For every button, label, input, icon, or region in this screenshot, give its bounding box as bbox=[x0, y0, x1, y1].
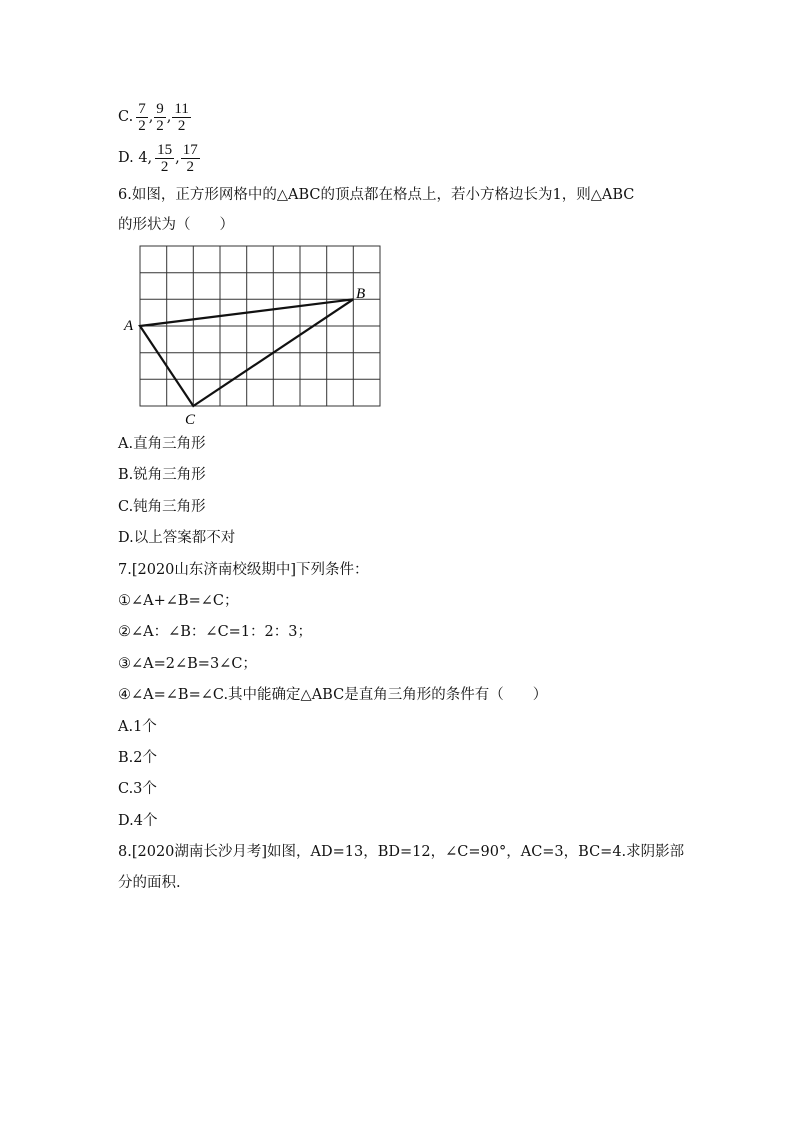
fraction: $\frac{15}{2}$ bbox=[157, 141, 173, 175]
vertex-label-a: A bbox=[124, 318, 134, 334]
q6-option-c: C.钝角三角形 bbox=[118, 499, 206, 515]
fraction: $\frac{7}{2}$ bbox=[138, 100, 146, 134]
triangle-grid-figure bbox=[118, 240, 388, 430]
q7-option-a: A.1个 bbox=[118, 719, 157, 735]
q6-stem-line1: 6.如图，正方形网格中的△ABC的顶点都在格点上，若小方格边长为1，则△ABC bbox=[118, 187, 635, 203]
q6-stem-line2: 的形状为（ ） bbox=[118, 217, 234, 233]
fraction: $\frac{17}{2}$ bbox=[182, 141, 198, 175]
vertex-label-b: B bbox=[356, 286, 366, 302]
q6-option-a: A.直角三角形 bbox=[118, 436, 206, 452]
q8-line2: 分的面积. bbox=[118, 875, 181, 891]
q7-stem: 7.[2020山东济南校级期中]下列条件： bbox=[118, 562, 369, 578]
option-label: D. 4, bbox=[118, 150, 153, 166]
q7-condition-2: ②∠A：∠B：∠C=1：2：3； bbox=[118, 624, 312, 640]
vertex-label-c: C bbox=[185, 412, 196, 428]
q6-option-d: D.以上答案都不对 bbox=[118, 530, 236, 546]
fraction: $\frac{9}{2}$ bbox=[156, 100, 164, 134]
q7-option-b: B.2个 bbox=[118, 750, 157, 766]
q7-condition-3: ③∠A=2∠B=3∠C； bbox=[118, 656, 257, 672]
q5-option-c: C. $\frac{7}{2}$ , $\frac{9}{2}$ , $\frac{11}{2}$ bbox=[118, 100, 189, 134]
q7-option-d: D.4个 bbox=[118, 813, 158, 829]
q7-condition-4: ④∠A=∠B=∠C.其中能确定△ABC是直角三角形的条件有（ ） bbox=[118, 687, 548, 703]
q7-option-c: C.3个 bbox=[118, 781, 157, 797]
q7-condition-1: ①∠A+∠B=∠C； bbox=[118, 593, 239, 609]
option-label: C. bbox=[118, 109, 134, 125]
q8-line1: 8.[2020湖南长沙月考]如图，AD=13，BD=12，∠C=90°，AC=3，BC=4.求阴影部 bbox=[118, 844, 685, 860]
fraction: $\frac{11}{2}$ bbox=[174, 100, 189, 134]
q5-option-d: D. 4, $\frac{15}{2}$ , $\frac{17}{2}$ bbox=[118, 141, 198, 175]
q6-option-b: B.锐角三角形 bbox=[118, 467, 206, 483]
